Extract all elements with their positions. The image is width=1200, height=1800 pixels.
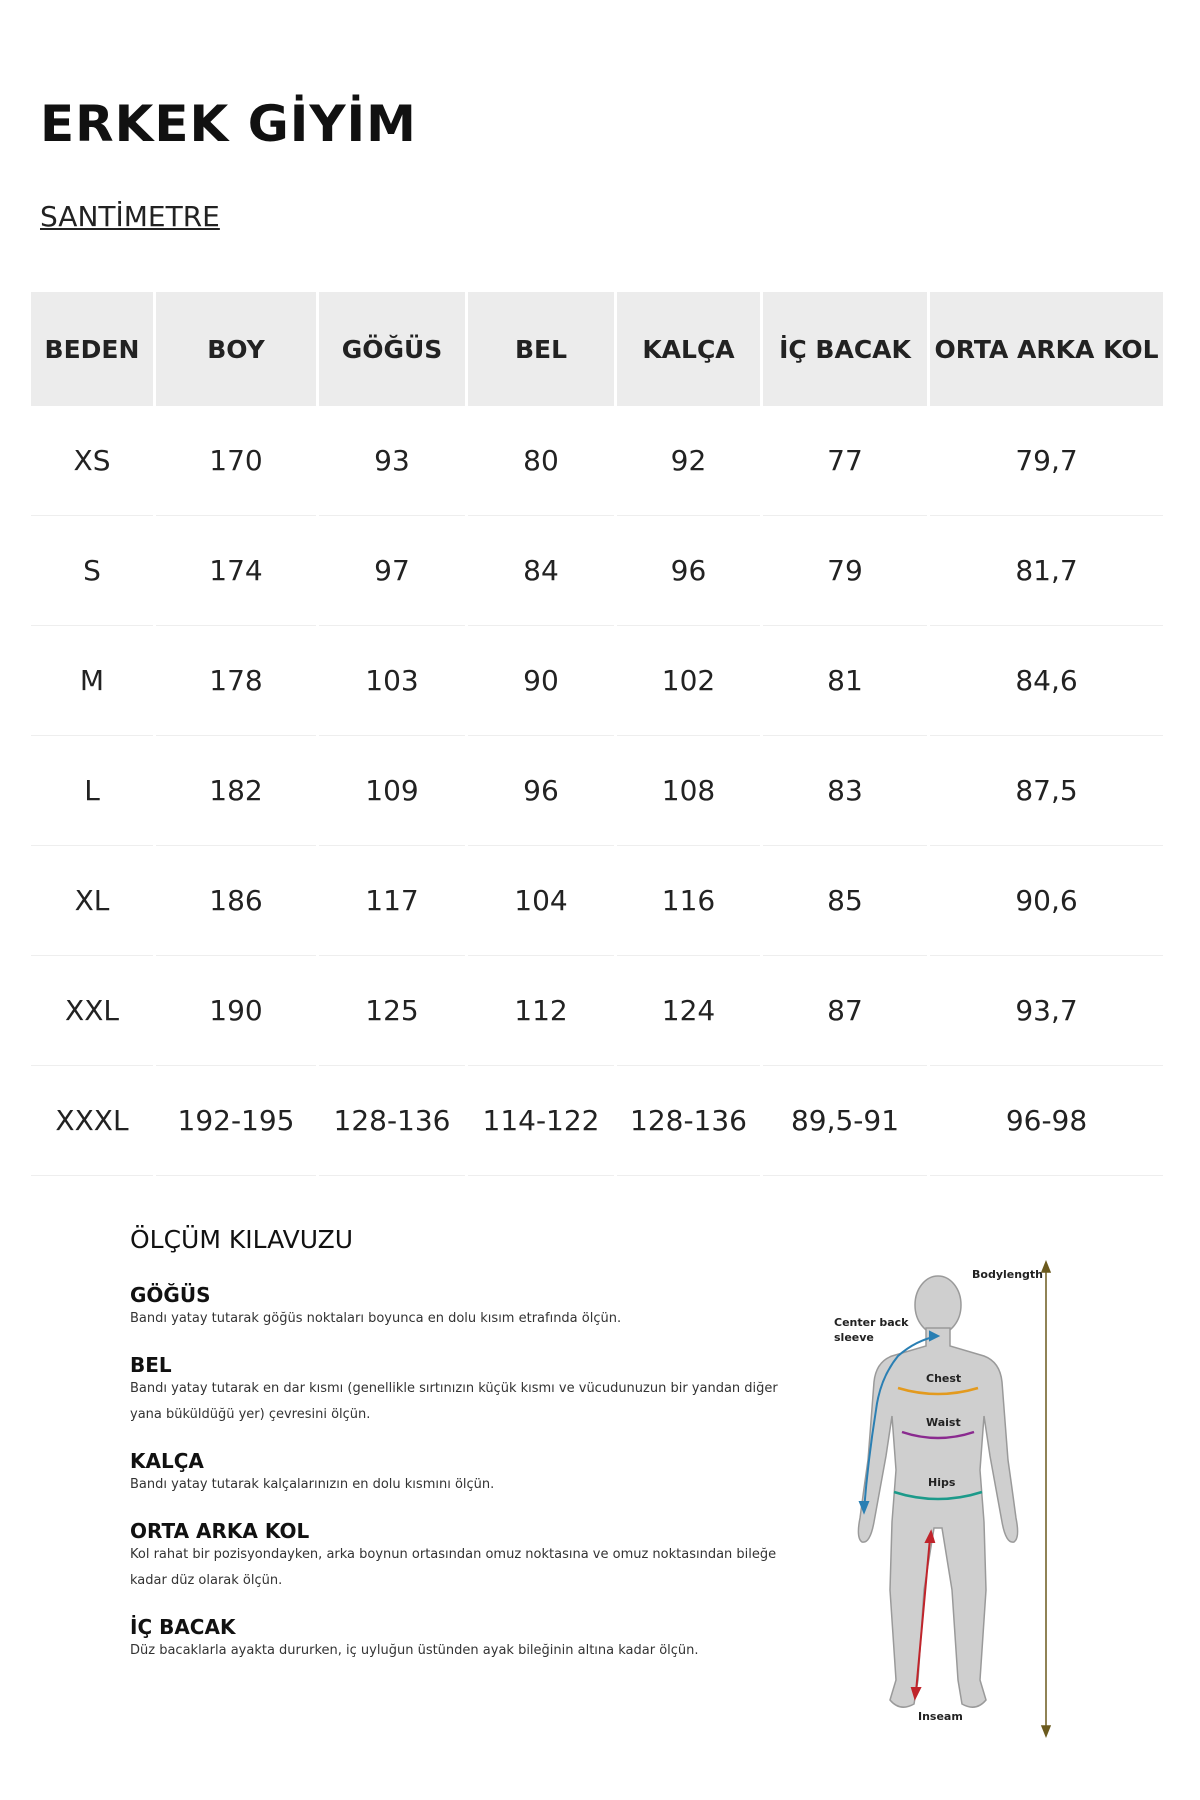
label-center-back-sleeve: Center back bbox=[834, 1316, 909, 1329]
measurement-guide bbox=[130, 1225, 810, 1686]
table-cell: 79 bbox=[763, 516, 927, 626]
table-cell: 90 bbox=[468, 626, 614, 736]
label-chest: Chest bbox=[926, 1372, 962, 1385]
header-bel: BEL bbox=[468, 292, 614, 406]
table-cell: 90,6 bbox=[930, 846, 1163, 956]
table-cell: 96 bbox=[468, 736, 614, 846]
table-cell: 128-136 bbox=[319, 1066, 465, 1176]
table-cell: 192-195 bbox=[156, 1066, 316, 1176]
header-boy: BOY bbox=[156, 292, 316, 406]
table-cell: 170 bbox=[156, 406, 316, 516]
table-cell: 87,5 bbox=[930, 736, 1163, 846]
guide-heading: KALÇA bbox=[130, 1449, 204, 1473]
table-cell: 83 bbox=[763, 736, 927, 846]
table-cell: 81 bbox=[763, 626, 927, 736]
table-cell: 93,7 bbox=[930, 956, 1163, 1066]
table-cell: S bbox=[31, 516, 153, 626]
table-row bbox=[31, 956, 1163, 1066]
label-sleeve: sleeve bbox=[834, 1331, 874, 1344]
table-cell: 112 bbox=[468, 956, 614, 1066]
table-cell: 97 bbox=[319, 516, 465, 626]
table-cell: 92 bbox=[617, 406, 760, 516]
label-hips: Hips bbox=[928, 1476, 956, 1489]
table-cell: 190 bbox=[156, 956, 316, 1066]
table-cell: 125 bbox=[319, 956, 465, 1066]
guide-text: Bandı yatay tutarak kalçalarınızın en dolu kısmını ölçün. bbox=[130, 1477, 495, 1492]
table-cell: XXXL bbox=[31, 1066, 153, 1176]
guide-item-orta-arka-kol bbox=[130, 1520, 810, 1594]
table-cell: 89,5-91 bbox=[763, 1066, 927, 1176]
table-cell: 117 bbox=[319, 846, 465, 956]
table-row bbox=[31, 626, 1163, 736]
label-bodylength: Bodylength bbox=[972, 1268, 1044, 1281]
table-cell: XXL bbox=[31, 956, 153, 1066]
table-cell: 93 bbox=[319, 406, 465, 516]
table-cell: 128-136 bbox=[617, 1066, 760, 1176]
header-orta-arka-kol: ORTA ARKA KOL bbox=[930, 292, 1163, 406]
table-row bbox=[31, 406, 1163, 516]
table-cell: 87 bbox=[763, 956, 927, 1066]
table-cell: 182 bbox=[156, 736, 316, 846]
table-cell: XL bbox=[31, 846, 153, 956]
table-cell: 102 bbox=[617, 626, 760, 736]
bodylength-arrow bbox=[1042, 1262, 1050, 1736]
guide-item-gogus bbox=[130, 1284, 810, 1332]
label-waist: Waist bbox=[926, 1416, 961, 1429]
table-cell: 124 bbox=[617, 956, 760, 1066]
header-ic-bacak: İÇ BACAK bbox=[763, 292, 927, 406]
guide-text: Bandı yatay tutarak en dar kısmı (genellikle sırtınızın küçük kısmı ve vücudunuzun bir yandan diğer yana büküldüğü yer) çevresini ölçün. bbox=[130, 1381, 778, 1422]
table-cell: 104 bbox=[468, 846, 614, 956]
guide-title: ÖLÇÜM KILAVUZU bbox=[130, 1225, 354, 1254]
guide-item-bel bbox=[130, 1354, 810, 1428]
table-row bbox=[31, 516, 1163, 626]
guide-heading: İÇ BACAK bbox=[130, 1615, 236, 1639]
table-cell: 103 bbox=[319, 626, 465, 736]
unit-label: SANTİMETRE bbox=[40, 200, 220, 233]
table-cell: 77 bbox=[763, 406, 927, 516]
table-cell: 79,7 bbox=[930, 406, 1163, 516]
table-cell: 114-122 bbox=[468, 1066, 614, 1176]
table-cell: 116 bbox=[617, 846, 760, 956]
guide-heading: ORTA ARKA KOL bbox=[130, 1519, 310, 1543]
guide-text: Düz bacaklarla ayakta dururken, iç uyluğun üstünden ayak bileğinin altına kadar ölçün. bbox=[130, 1643, 699, 1658]
label-inseam: Inseam bbox=[918, 1710, 963, 1723]
table-cell: 96 bbox=[617, 516, 760, 626]
guide-text: Kol rahat bir pozisyondayken, arka boynun ortasından omuz noktasına ve omuz noktasından bileğe kadar düz olarak ölçün. bbox=[130, 1547, 777, 1588]
table-cell: 186 bbox=[156, 846, 316, 956]
guide-item-ic-bacak bbox=[130, 1616, 810, 1664]
table-cell: 85 bbox=[763, 846, 927, 956]
table-cell: 84,6 bbox=[930, 626, 1163, 736]
body-silhouette bbox=[858, 1276, 1017, 1707]
table-cell: 80 bbox=[468, 406, 614, 516]
table-cell: 109 bbox=[319, 736, 465, 846]
size-chart-table bbox=[28, 292, 1166, 1176]
header-beden: BEDEN bbox=[31, 292, 153, 406]
body-measurement-figure bbox=[820, 1260, 1060, 1740]
table-cell: M bbox=[31, 626, 153, 736]
table-row bbox=[31, 736, 1163, 846]
guide-item-kalca bbox=[130, 1450, 810, 1498]
table-cell: L bbox=[31, 736, 153, 846]
header-gogus: GÖĞÜS bbox=[319, 292, 465, 406]
table-cell: XS bbox=[31, 406, 153, 516]
table-cell: 84 bbox=[468, 516, 614, 626]
header-kalca: KALÇA bbox=[617, 292, 760, 406]
guide-heading: BEL bbox=[130, 1353, 172, 1377]
table-header-row bbox=[31, 292, 1163, 406]
table-row bbox=[31, 846, 1163, 956]
guide-text: Bandı yatay tutarak göğüs noktaları boyunca en dolu kısım etrafında ölçün. bbox=[130, 1311, 622, 1326]
table-row bbox=[31, 1066, 1163, 1176]
page-title: ERKEK GİYİM bbox=[40, 95, 417, 153]
guide-heading: GÖĞÜS bbox=[130, 1283, 211, 1307]
table-cell: 178 bbox=[156, 626, 316, 736]
table-cell: 81,7 bbox=[930, 516, 1163, 626]
table-cell: 108 bbox=[617, 736, 760, 846]
table-cell: 96-98 bbox=[930, 1066, 1163, 1176]
table-cell: 174 bbox=[156, 516, 316, 626]
